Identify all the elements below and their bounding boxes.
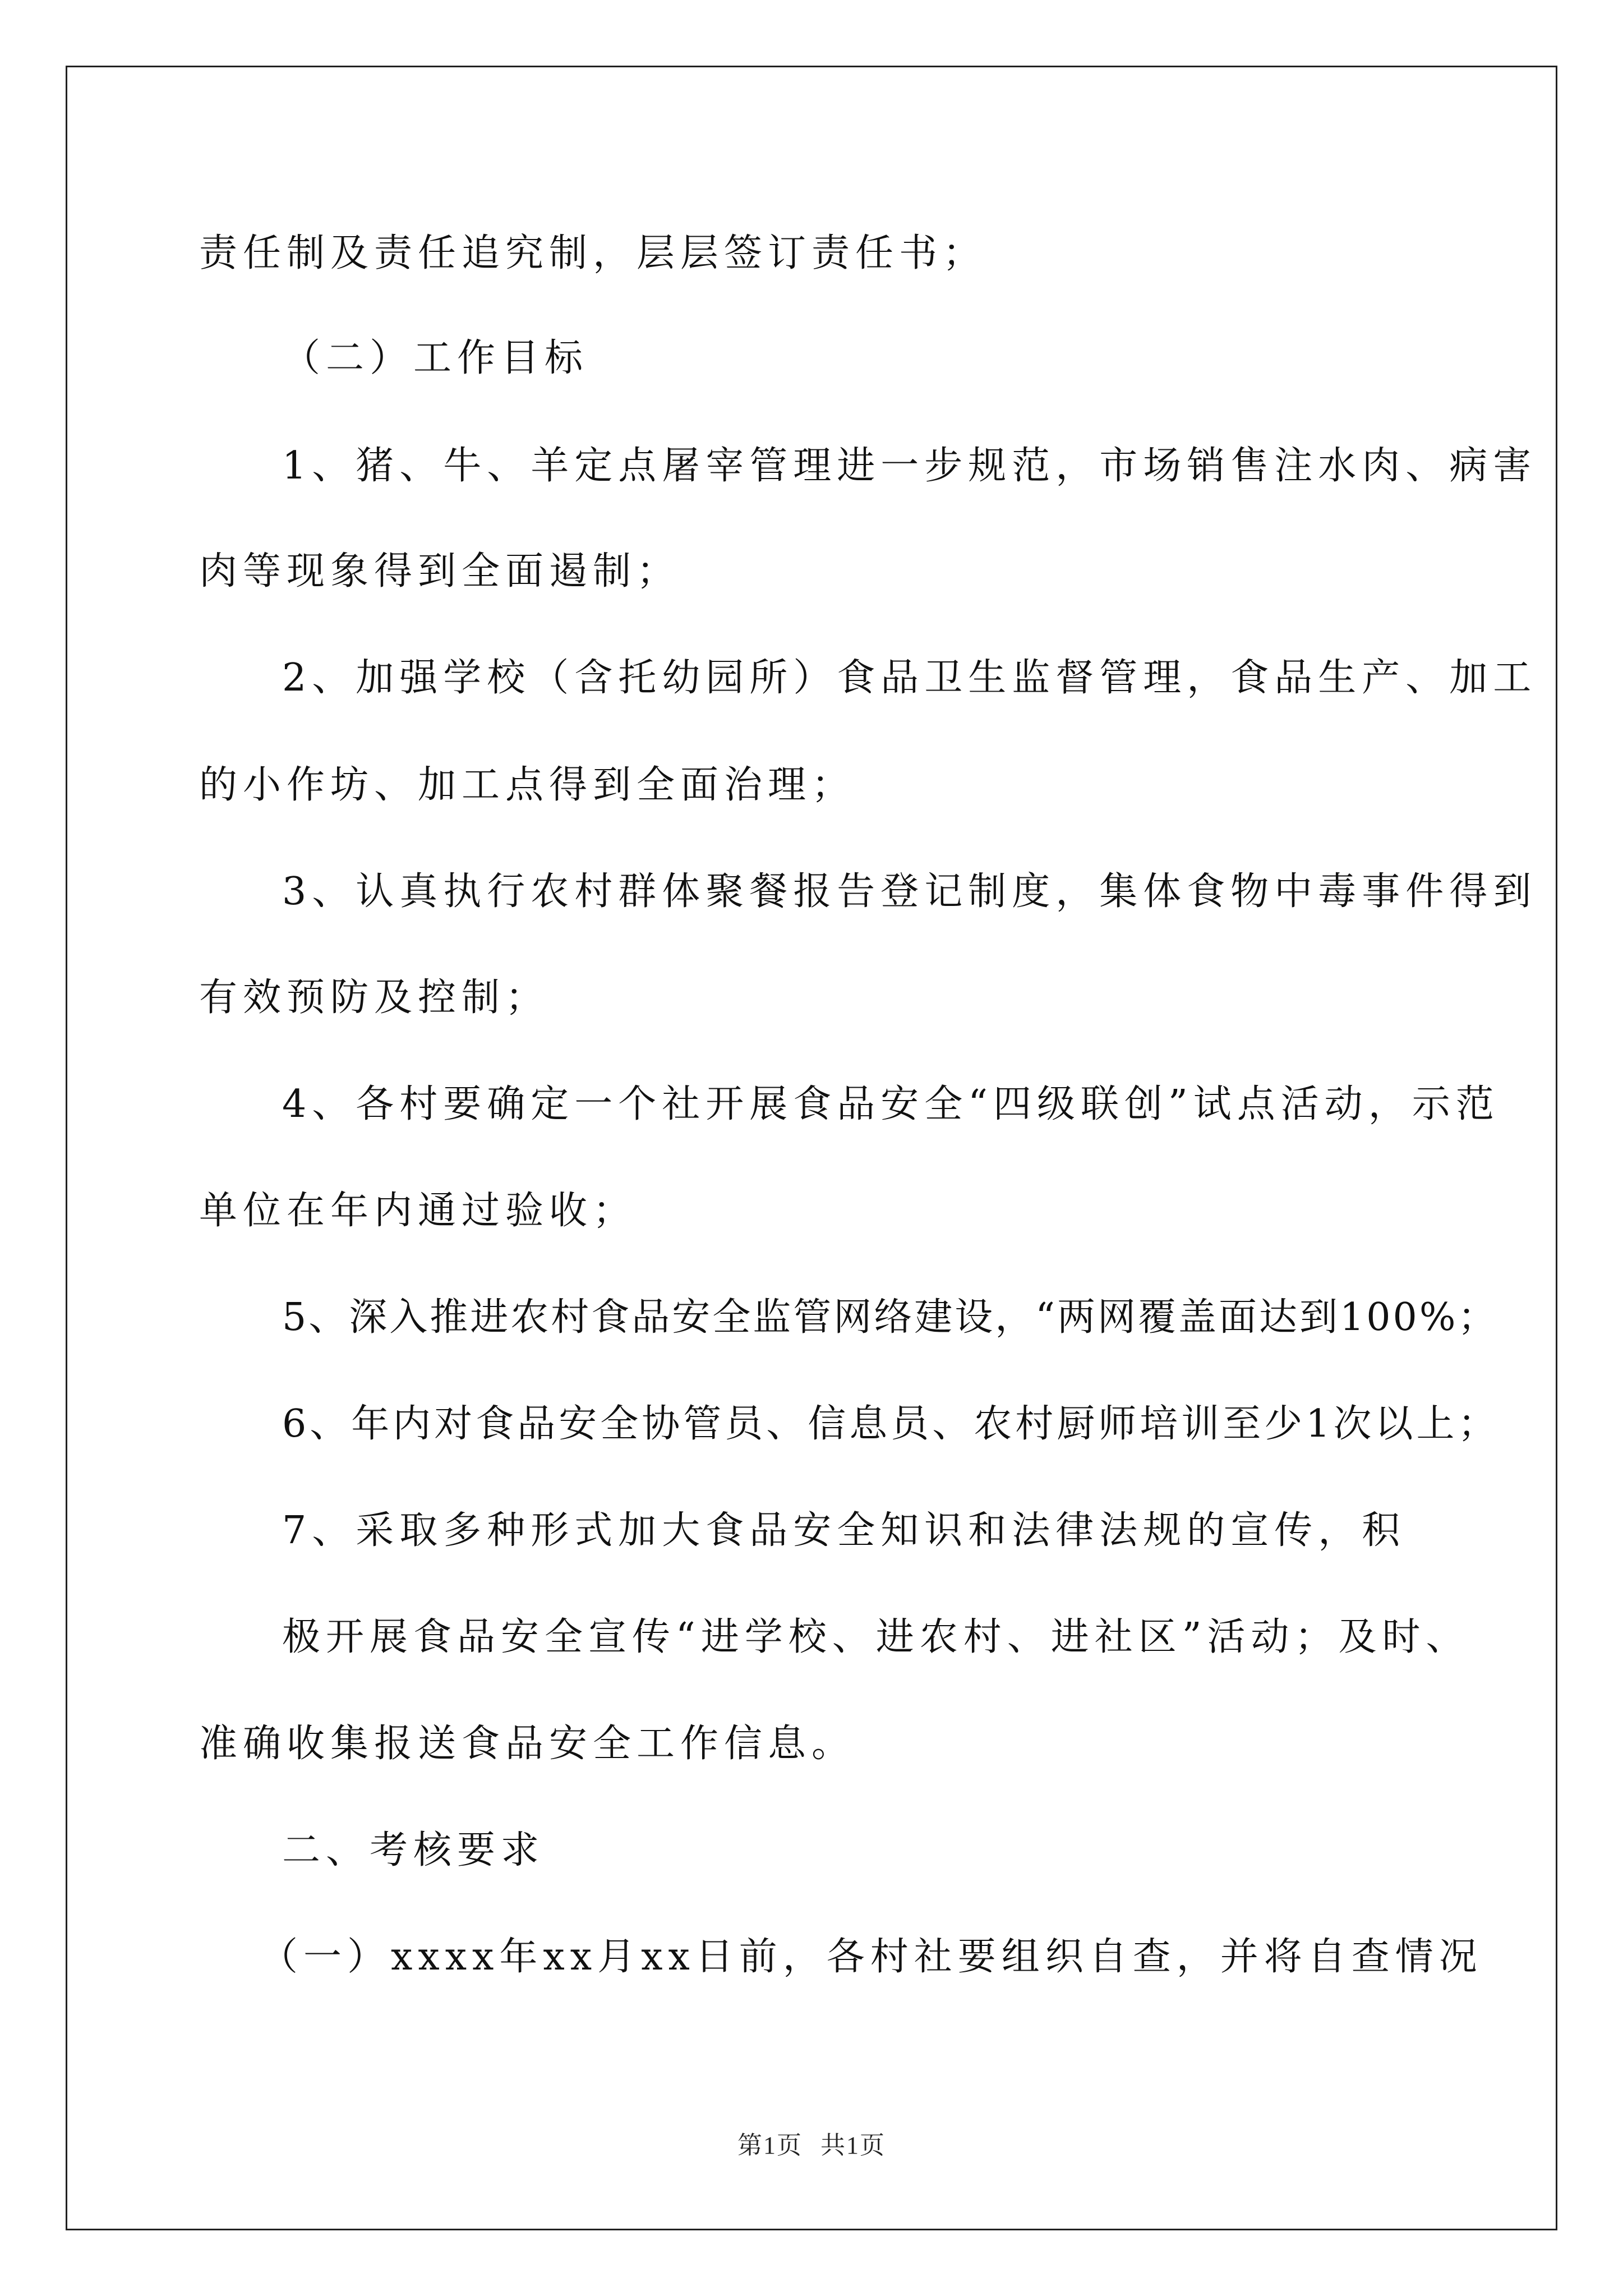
- page-border: [66, 66, 1557, 2230]
- section-heading-work-goals: （二）工作目标: [282, 336, 589, 380]
- page-number: 第1页: [737, 2132, 803, 2159]
- text-line-assessment-1: （一）xxxx年xx月xx日前，各村社要组织自查，并将自查情况: [260, 1935, 1483, 1979]
- section-heading-assessment: 二、考核要求: [282, 1828, 545, 1872]
- text-line-goal-7-cont: 极开展食品安全宣传“进学校、进农村、进社区”活动；及时、: [282, 1615, 1470, 1659]
- text-line-goal-2: 2、加强学校（含托幼园所）食品卫生监督管理，食品生产、加工: [282, 656, 1537, 700]
- text-line-goal-3-cont: 有效预防及控制；: [199, 976, 550, 1020]
- text-line-goal-7-end: 准确收集报送食品安全工作信息。: [199, 1722, 856, 1766]
- text-line-goal-1-cont: 肉等现象得到全面遏制；: [199, 549, 681, 593]
- text-line-goal-1: 1、猪、牛、羊定点屠宰管理进一步规范，市场销售注水肉、病害: [282, 444, 1537, 488]
- text-line-goal-2-cont: 的小作坊、加工点得到全面治理；: [199, 763, 856, 807]
- text-line-goal-7: 7、采取多种形式加大食品安全知识和法律法规的宣传，积: [282, 1508, 1406, 1553]
- text-line-goal-6: 6、年内对食品安全协管员、信息员、农村厨师培训至少1次以上；: [282, 1402, 1500, 1446]
- text-line-goal-5: 5、深入推进农村食品安全监管网络建设，“两网覆盖面达到100%；: [282, 1295, 1498, 1340]
- text-line-goal-4: 4、各村要确定一个社开展食品安全“四级联创”试点活动，示范: [282, 1082, 1500, 1126]
- page-total: 共1页: [820, 2132, 886, 2159]
- text-line-goal-3: 3、认真执行农村群体聚餐报告登记制度，集体食物中毒事件得到: [282, 869, 1537, 914]
- text-line-goal-4-cont: 单位在年内通过验收；: [199, 1189, 637, 1233]
- text-line-1: 责任制及责任追究制，层层签订责任书；: [199, 231, 987, 275]
- page-footer: [0, 2125, 1623, 2161]
